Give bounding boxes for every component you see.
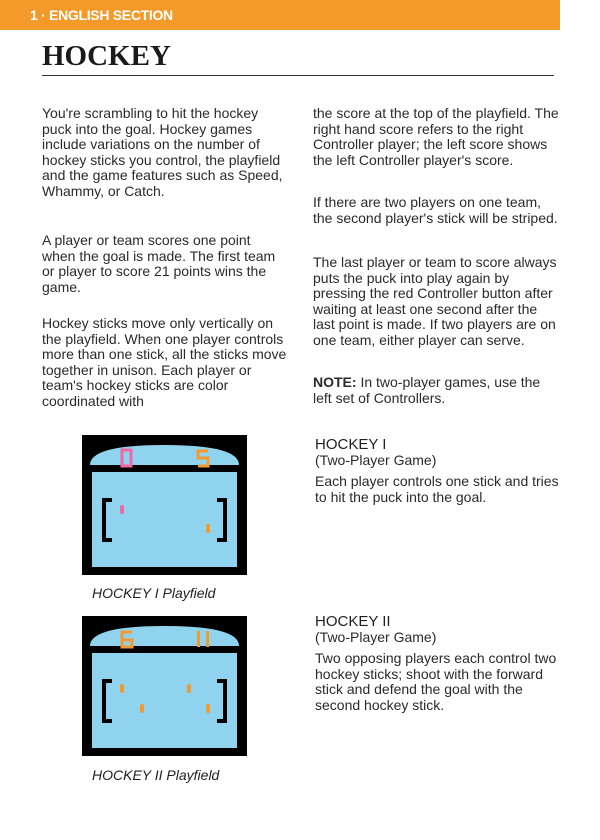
hockey1-description: Each player controls one stick and tries to hit the puck into the goal. [315, 473, 559, 505]
hockey2-score-right-digit-1 [197, 631, 200, 647]
hockey2-right-stick-2 [206, 704, 210, 713]
hockey1-right-stick [206, 524, 210, 533]
hockey2-subtitle: (Two-Player Game) [315, 629, 437, 645]
sticks-paragraph: Hockey sticks move only vertically on the playfield. When one player controls more than one stick, all the sticks move together in unison. Each player or team's hockey sticks are color coordinated with [42, 315, 287, 409]
hockey1-playfield [82, 435, 247, 575]
note-text: In two-player games, use the left set of Controllers. [313, 374, 541, 406]
serve-paragraph: The last player or team to score always puts the puck into play again by pressing the red Controller button after waiting at least one second after the last point is made. If two players are on one team, either player can serve. [313, 254, 557, 348]
page-title: HOCKEY [42, 40, 171, 72]
hockey2-right-stick-1 [187, 684, 191, 693]
hockey2-playfield [82, 616, 247, 756]
score-paragraph: the score at the top of the playfield. The right hand score refers to the right Controller player; the left score shows the left Controller player's score. [313, 105, 559, 168]
hockey1-left-stick [120, 505, 124, 514]
hockey2-rink [92, 653, 237, 748]
hockey2-title: HOCKEY II [315, 613, 391, 630]
title-rule [42, 75, 554, 76]
scoring-paragraph: A player or team scores one point when the goal is made. The first team or player to score 21 points wins the game. [42, 232, 276, 295]
note-label: NOTE: [313, 374, 357, 390]
section-header-band [0, 0, 560, 30]
hockey1-subtitle: (Two-Player Game) [315, 452, 437, 468]
hockey2-left-stick-2 [140, 704, 144, 713]
striped-paragraph: If there are two players on one team, the second player's stick will be striped. [313, 194, 558, 226]
hockey2-left-stick-1 [120, 684, 124, 693]
intro-paragraph: You're scrambling to hit the hockey puck into the goal. Hockey games include variations on the number of hockey sticks you control, the playfield and the game features such as Speed, Whammy, or Catch. [42, 105, 283, 199]
note-paragraph [313, 375, 561, 406]
section-label: 1 · ENGLISH SECTION [30, 7, 173, 23]
hockey2-caption: HOCKEY II Playfield [92, 767, 220, 783]
hockey1-rink [92, 472, 237, 567]
hockey1-caption: HOCKEY I Playfield [92, 585, 216, 601]
hockey2-score-right-digit-2 [206, 631, 209, 647]
hockey1-title: HOCKEY I [315, 436, 387, 453]
hockey2-description: Two opposing players each control two hockey sticks; shoot with the forward stick and defend the goal with the second hockey stick. [315, 650, 557, 713]
